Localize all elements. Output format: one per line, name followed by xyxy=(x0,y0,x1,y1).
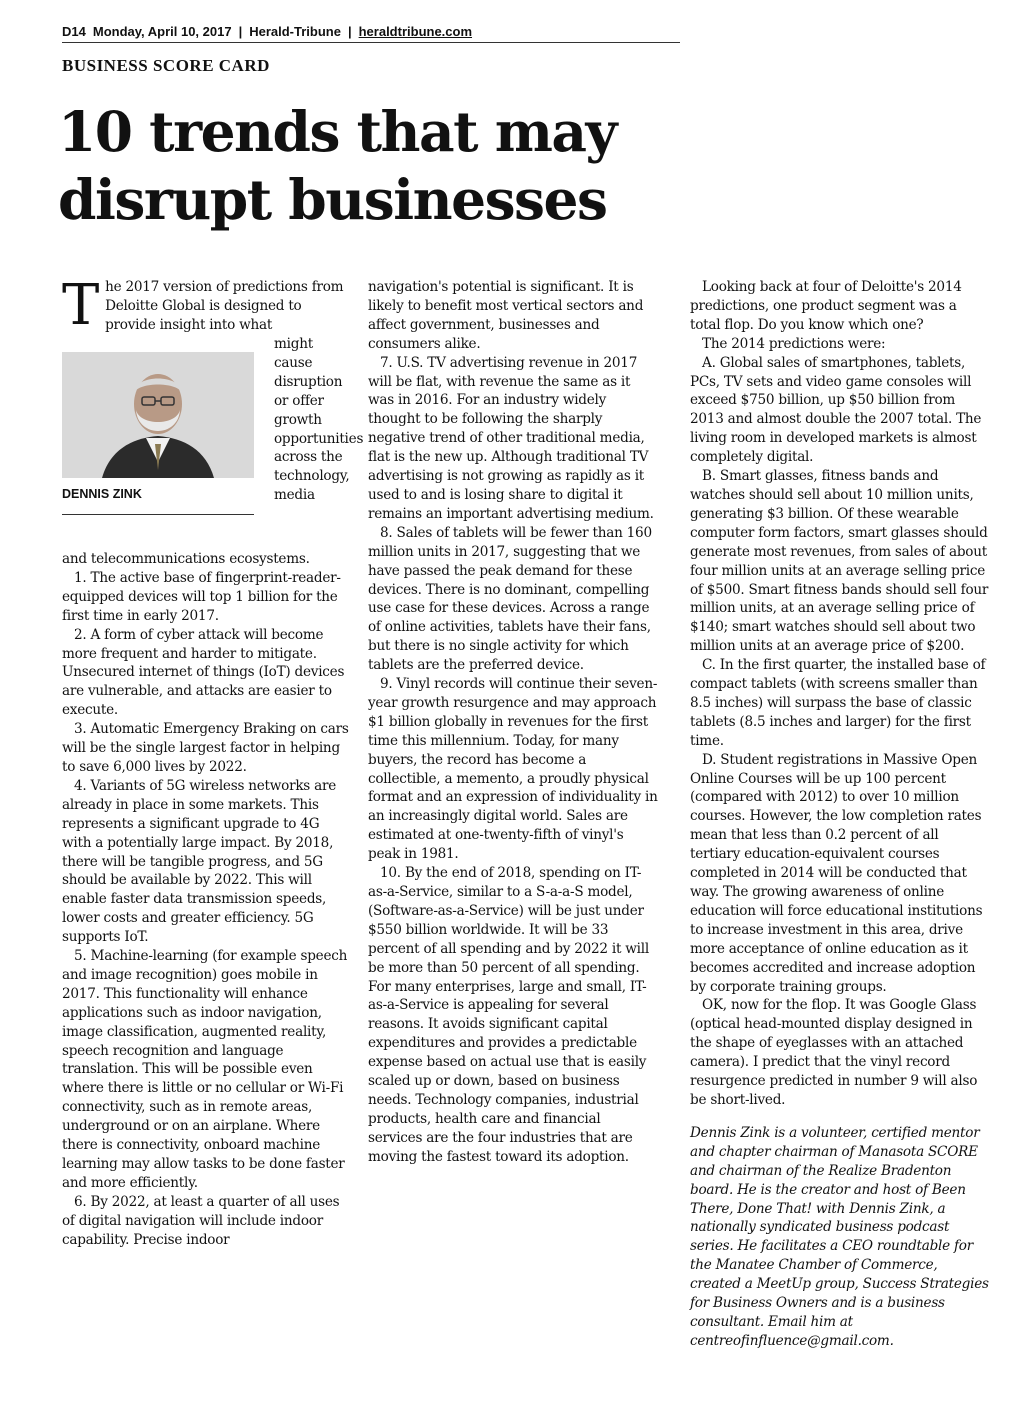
article-paragraph: 8. Sales of tablets will be fewer than 160 million units in 2017, suggesting that we have passed the peak demand for these devices. There is no dominant, compelling use case for these devices. Across a range of online activities, tablets have their fans, but there is no single activity for which tablets are the preferred device. xyxy=(368,524,652,674)
author-photo xyxy=(62,352,254,478)
article-column-2 xyxy=(368,278,658,1167)
drop-cap: T xyxy=(62,273,100,338)
article-paragraph: D. Student registrations in Massive Open Online Courses will be up 100 percent (compared with 2012) to over 10 million courses. However, the low completion rates mean that less than 0.2 percent of all tertiary education-equivalent courses completed in 2014 will be conducted that way. The growing awareness of online education will force educational institutions to increase investment in this area, drive more acceptance of online education as it becomes accredited and increase adoption by corporate training groups. xyxy=(690,751,983,995)
article-paragraph: 2. A form of cyber attack will become more frequent and harder to mitigate. Unsecured internet of things (IoT) devices are vulnerable, and attacks are easier to execute. xyxy=(62,626,345,719)
article-paragraph: 10. By the end of 2018, spending on IT-as-a-Service, similar to a S-a-a-S model, (Software-as-a-Service) will be just under $550 billion worldwide. It will be 33 percent of all spending and by 2022 it will be more than 50 percent of all spending. For many enterprises, large and small, IT-as-a-Service is appealing for several reasons. It avoids significant capital expenditures and provides a predictable expense based on actual use that is easily scaled up or down, based on business needs. Technology companies, industrial products, health care and financial services are the four industries that are moving the fastest toward its adoption. xyxy=(368,865,649,1165)
newspaper-name: Herald-Tribune xyxy=(249,23,341,39)
article-paragraph: navigation's potential is significant. It is likely to benefit most vertical sectors and affect government, businesses and consumers alike. xyxy=(368,279,644,352)
article-paragraph: 9. Vinyl records will continue their seven-year growth resurgence and may approach $1 billion globally in revenues for the first time this millennium. Today, for many buyers, the record has become a collectible, a memento, a proudly physical format and an expression of individuality in an increasingly digital world. Sales are estimated at one-twenty-fifth of vinyl's peak in 1981. xyxy=(368,676,658,863)
article-paragraph: 7. U.S. TV advertising revenue in 2017 will be flat, with revenue the same as it was in 2016. For an industry widely thought to be following the sharply negative trend of other traditional media, flat is the new up. Although traditional TV advertising is not growing as rapidly as it used to and is losing share to digital it remains an important advertising medium. xyxy=(368,354,654,522)
headline-line-1: 10 trends that may xyxy=(58,99,616,164)
article-intro xyxy=(62,273,350,338)
article-paragraph: 4. Variants of 5G wireless networks are already in place in some markets. This represents a significant upgrade to 4G with a potentially large impact. By 2018, there will be tangible progress, and 5G should be available by 2022. This will enable faster data transmission speeds, lower costs and greater efficiency. 5G supports IoT. xyxy=(62,777,336,946)
headline xyxy=(58,98,738,234)
article-paragraph: B. Smart glasses, fitness bands and watches should sell about 10 million units, generating $3 billion. Of these wearable computer form factors, smart glasses should generate most revenues, from sales of about four million units at an average selling price of $500. Smart fitness bands should sell four million units, at an average selling price of $140; smart watches should sell about two million units at an average price of $200. xyxy=(690,468,989,655)
article-paragraph: 6. By 2022, at least a quarter of all uses of digital navigation will include indoor capability. Precise indoor xyxy=(62,1193,340,1248)
article-paragraph: C. In the first quarter, the installed base of compact tablets (with screens smaller than 8.5 inches) will surpass the base of classic tablets (8.5 inches and larger) for the first time. xyxy=(690,657,986,749)
intro-narrow-text: might cause disruption or offer growth opportunities across the technology, media xyxy=(274,336,364,504)
issue-date: Monday, April 10, 2017 xyxy=(92,23,232,39)
article-paragraph: Looking back at four of Deloitte's 2014 predictions, one product segment was a total flop. Do you know which one? xyxy=(690,279,962,333)
intro-continuation: and telecommunications ecosystems. xyxy=(62,551,310,567)
photo-caption: DENNIS ZINK xyxy=(62,486,254,515)
header-separator: | xyxy=(238,23,243,39)
headline-line-2: disrupt businesses xyxy=(58,167,607,232)
section-label: BUSINESS SCORE CARD xyxy=(62,56,270,75)
page-number: D14 xyxy=(62,23,86,39)
article-column-1 xyxy=(62,550,350,1250)
author-bio-text: Dennis Zink is a volunteer, certified mentor and chapter chairman of Manasota SCORE and chairman of the Realize Bradenton board. He is the creator and host of Been There, Done That! with Dennis Zink, a nationally syndicated business podcast series. He facilitates a CEO roundtable for the Manatee Chamber of Commerce, created a MeetUp group, Success Strategies for Business Owners and is a business consultant. Email him at centreofinfluence@gmail.com. xyxy=(690,1124,989,1349)
article-paragraph: 5. Machine-learning (for example speech and image recognition) goes mobile in 2017. This functionality will enhance applications such as indoor navigation, image classification, augmented reality, speech recognition and language translation. This will be possible even where there is little or no cellular or Wi-Fi connectivity, such as in remote areas, underground or on an airplane. Where there is connectivity, onboard machine learning may allow tasks to be done faster and more efficiently. xyxy=(62,948,348,1191)
author-bio xyxy=(690,1124,990,1351)
intro-text: he 2017 version of predictions from Deloitte Global is designed to provide insight into what xyxy=(105,279,344,333)
website-link[interactable]: heraldtribune.com xyxy=(358,23,473,39)
page-header xyxy=(62,20,680,43)
article-paragraph: 3. Automatic Emergency Braking on cars will be the single largest factor in helping to save 6,000 lives by 2022. xyxy=(62,721,349,775)
header-separator: | xyxy=(347,23,352,39)
article-paragraph: 1. The active base of fingerprint-reader-equipped devices will top 1 billion for the first time in early 2017. xyxy=(62,569,341,624)
author-portrait-icon xyxy=(62,352,254,478)
article-paragraph: The 2014 predictions were: xyxy=(702,335,886,352)
article-paragraph: OK, now for the flop. It was Google Glass (optical head-mounted display designed in the shape of eyeglasses with an attached camera). I predict that the vinyl record resurgence predicted in number 9 will also be short-lived. xyxy=(690,997,978,1108)
article-paragraph: A. Global sales of smartphones, tablets, PCs, TV sets and video game consoles will exceed $750 billion, up $50 billion from 2013 and almost double the 2007 total. The living room in developed markets is almost completely digital. xyxy=(690,354,982,466)
article-column-3 xyxy=(690,278,990,1351)
